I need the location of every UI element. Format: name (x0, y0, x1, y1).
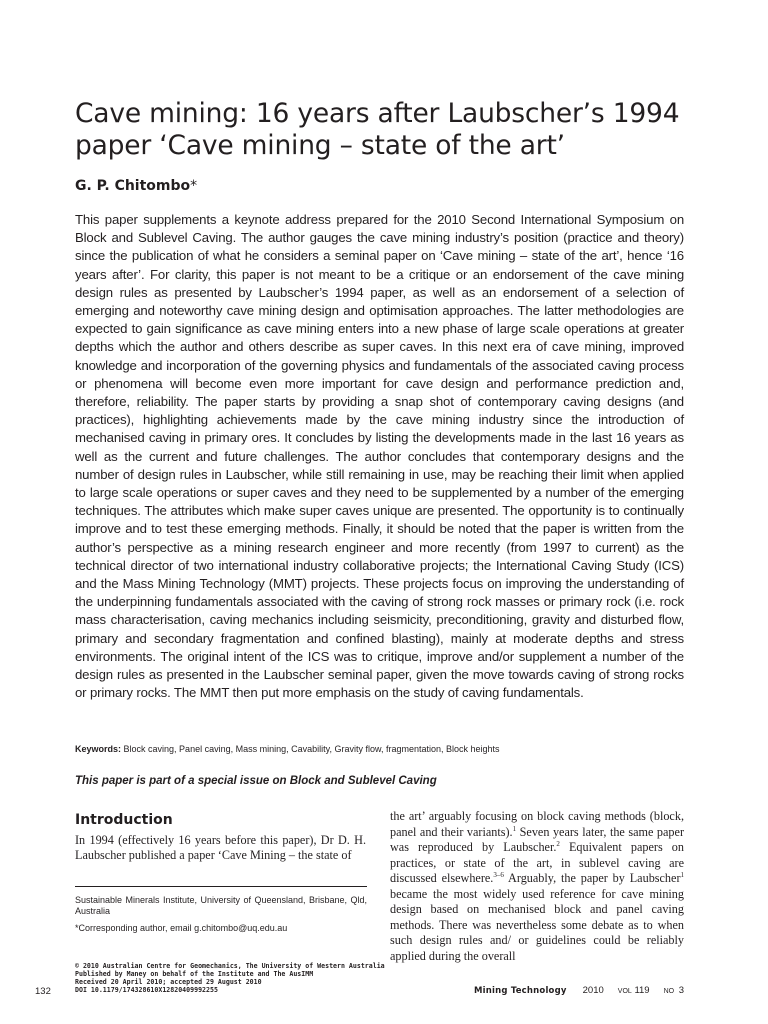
keywords (75, 744, 684, 754)
article-title: Cave mining: 16 years after Laubscher’s 1994 paper ‘Cave mining – state of the art’ (75, 98, 680, 161)
intro-right-text-1: the art’ arguably focusing on block caving methods (block, panel and their variants). (390, 809, 684, 839)
author-name (75, 178, 197, 194)
keywords-label: Keywords: (75, 744, 122, 754)
received-line: Received 20 April 2010; accepted 29 August 2010 (75, 978, 262, 986)
intro-right-text-4: Arguably, the paper by Laubscher (503, 871, 681, 885)
abstract: This paper supplements a keynote address prepared for the 2010 Second International Symposium on Block and Sublevel Caving. The author gauges the cave mining industry’s position (practice and theory) since the publication of what he considers a seminal paper on ‘Cave mining – state of the art’, hence ‘16 years after’. For clarity, this paper is not meant to be a critique or an endorsement of the cave mining design rules as presented by Laubscher’s 1994 paper, as well as an endorsement of a selection of emerging and noteworthy cave mining design and optimisation approaches. The latter methodologies are expected to gain significance as cave mining enters into a new phase of large scale operations at greater depths which the author and others describe as super caves. In this next era of cave mining, improved knowledge and incorporation of the governing physics and fundamentals of the associated caving process or phenomena will become even more important for cave design and performance prediction and, therefore, reliability. The paper starts by providing a snap shot of contemporary caving designs (and practices), highlighting achievements made by the cave mining industry since the introduction of mechanised caving in primary ores. It concludes by listing the developments made in the last 16 years as well as the current and future challenges. The author concludes that contemporary designs and the number of design rules in Laubscher, while still remaining in use, may be reaching their limit when applied to large scale operations or super caves and they need to be supplemented by a number of the emerging techniques. The attributes which make super caves unique are presented. The opportunity is to continually improve and to test these emerging methods. Finally, it should be noted that the paper is written from the author’s perspective as a mining research engineer and more recently (from 1997 to current) as the technical director of two international industry collaborative projects; the International Caving Study (ICS) and the Mass Mining Technology (MMT) projects. These projects focus on improving the understanding of the underpinning fundamentals associated with the caving of strong rock masses or primary rock (i.e. rock mass characterisation, caving mechanics including seismicity, preconditioning, gravity and disturbed flow, primary and secondary fragmentation and confined blasting), mainly at moderate depths and stress environments. The original intent of the ICS was to critique, improve and/or supplement a number of the design rules as presented in the Laubscher seminal paper, given the move towards caving of strong rocks or primary rocks. The MMT then put more emphasis on the study of caving fundamentals. (75, 212, 684, 701)
page-number: 132 (35, 986, 51, 997)
intro-right-column (390, 809, 684, 964)
intro-left-column: In 1994 (effectively 16 years before this paper), Dr D. H. Laubscher published a paper ‘Cave Mining – the state of (75, 833, 366, 863)
section-heading-introduction: Introduction (75, 812, 173, 828)
volume-label: VOL (617, 988, 632, 995)
intro-right-text-3: Equivalent papers on practices, or state of the art, in sublevel caving are discussed elsewhere. (390, 840, 684, 885)
author-asterisk: * (190, 178, 198, 194)
reference-1-repeat[interactable]: 1 (680, 870, 684, 879)
reference-1[interactable]: 1 (512, 824, 517, 833)
footnote-divider (75, 886, 367, 887)
author-name-text: G. P. Chitombo (75, 178, 191, 194)
journal-footer (474, 985, 686, 996)
corresponding-author: *Corresponding author, email g.chitombo@uq.edu.au (75, 923, 288, 933)
author-affiliation: Sustainable Minerals Institute, University of Queensland, Brisbane, Qld, Australia (75, 895, 367, 916)
intro-right-text-5: became the most widely used reference for cave mining design based on mechanised block and panel caving methods. There was nevertheless some debate as to when such design rules and/ or guidelines could be reliably applied during the overall (390, 886, 684, 963)
issue-label: NO (663, 988, 675, 995)
journal-name: Mining Technology (474, 986, 567, 996)
intro-right-text-2: Seven years later, the same paper was reproduced by Laubscher. (390, 824, 684, 854)
volume-number: 119 (634, 985, 650, 996)
journal-year: 2010 (582, 985, 604, 996)
doi-line[interactable]: DOI 10.1179/174328610X12820409992255 (75, 986, 218, 994)
publication-info (75, 962, 385, 994)
issue-number: 3 (678, 985, 685, 996)
publisher-line: Published by Maney on behalf of the Institute and The AusIMM (75, 970, 314, 978)
copyright-line: © 2010 Australian Centre for Geomechanics, The University of Western Australia (75, 962, 385, 970)
reference-3-6[interactable]: 3–6 (493, 870, 504, 879)
reference-2[interactable]: 2 (556, 839, 560, 848)
keywords-list: Block caving, Panel caving, Mass mining, Cavability, Gravity flow, fragmentation, Block heights (123, 744, 500, 754)
special-issue-note: This paper is part of a special issue on Block and Sublevel Caving (75, 775, 437, 787)
